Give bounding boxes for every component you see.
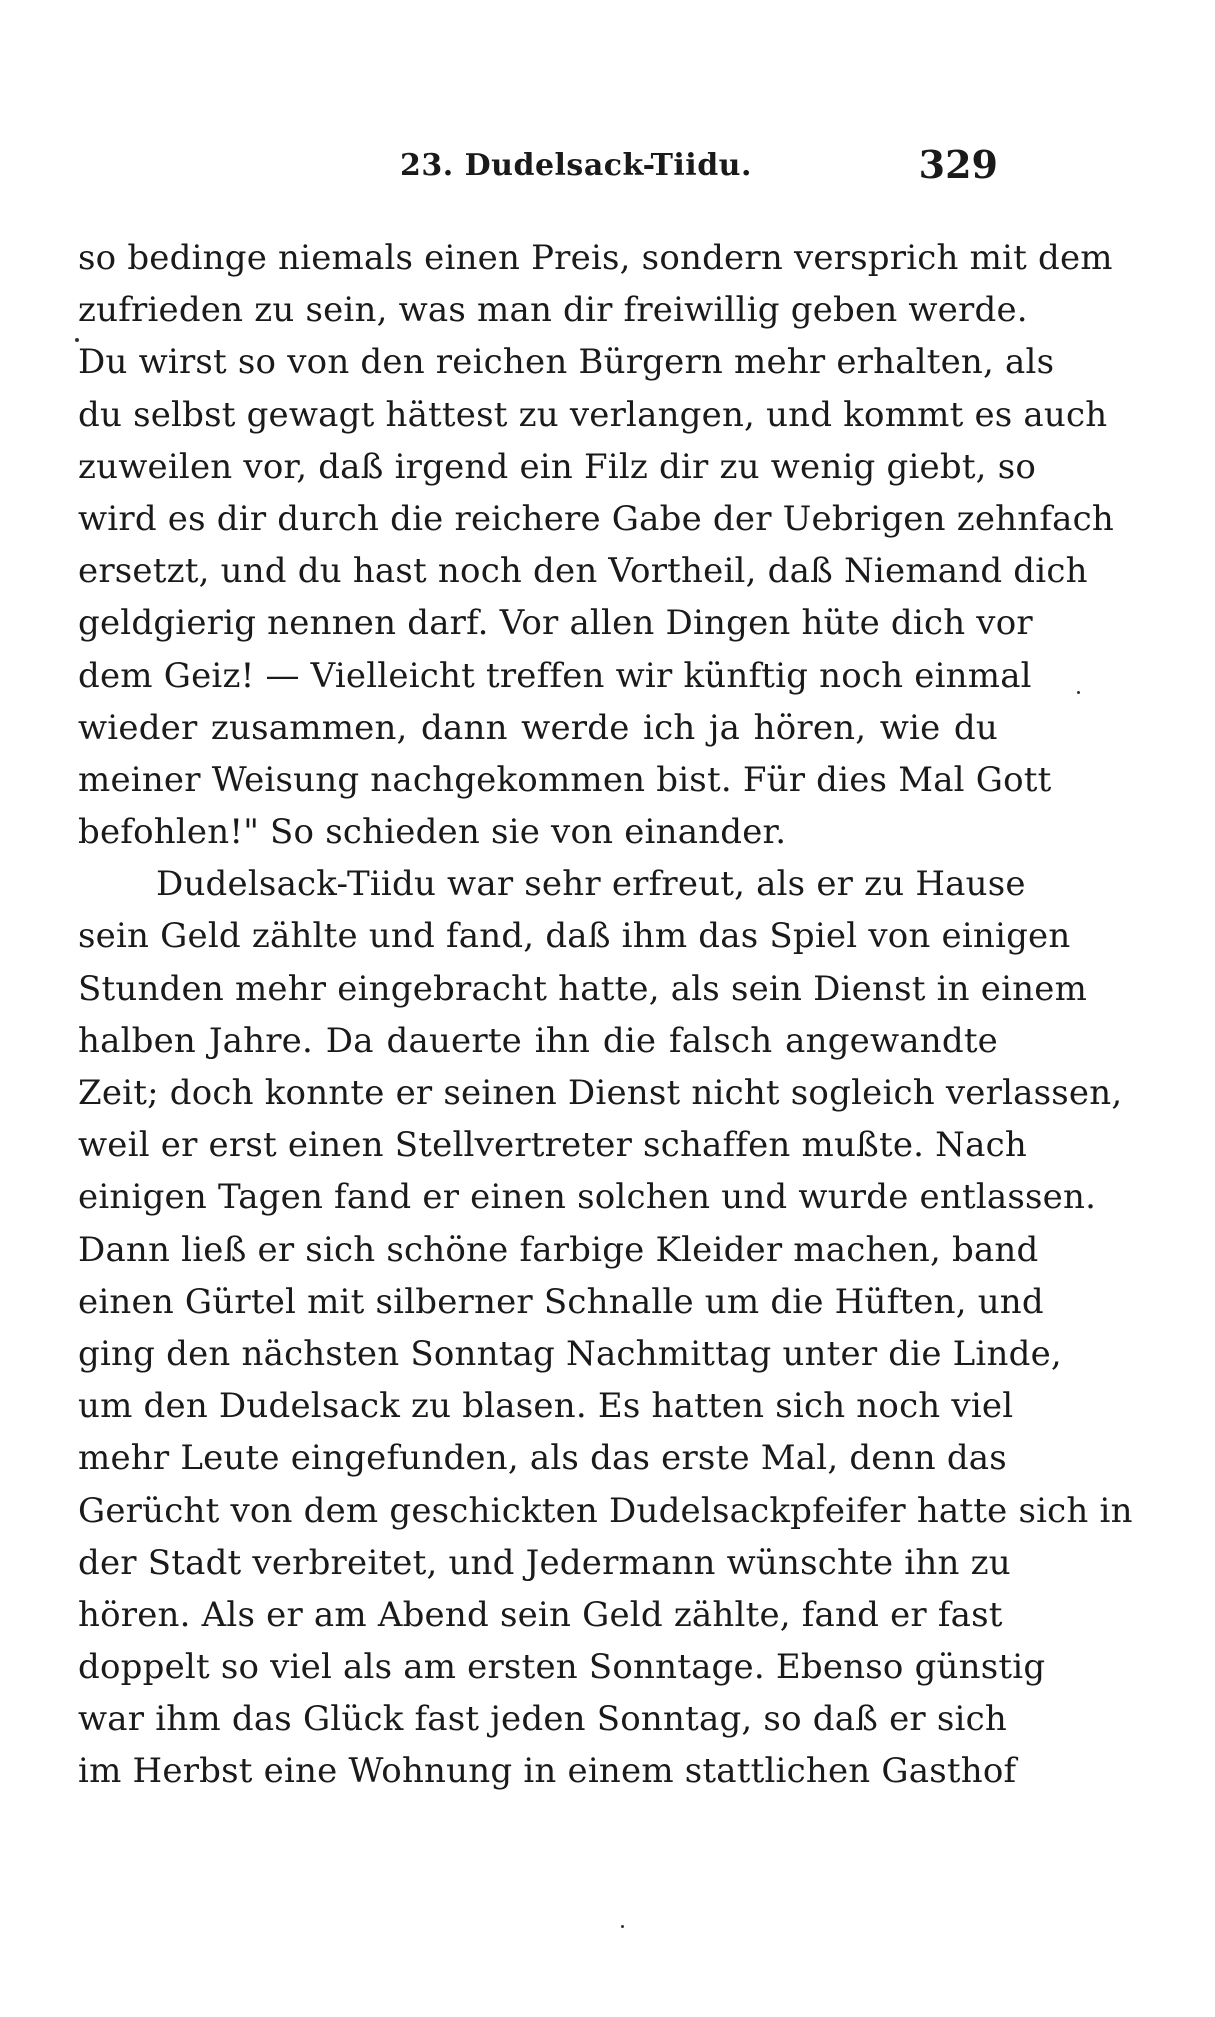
text-line: um den Dudelsack zu blasen. Es hatten sich noch viel	[78, 1386, 1014, 1427]
text-line: einen Gürtel mit silberner Schnalle um die Hüften, und	[78, 1281, 1044, 1322]
print-speck	[75, 338, 79, 342]
text-line: Dann ließ er sich schöne farbige Kleider machen, band	[78, 1229, 1039, 1270]
chapter-title: 23. Dudelsack-Tiidu.	[400, 148, 752, 183]
text-line: Zeit; doch konnte er seinen Dienst nicht sogleich verlassen,	[78, 1073, 1123, 1113]
text-line: ging den nächsten Sonntag Nachmittag unter die Linde,	[78, 1333, 1062, 1374]
text-line: ersetzt, und du hast noch den Vortheil, daß Niemand dich	[78, 551, 1088, 592]
print-speck	[1077, 691, 1080, 694]
text-line: hören. Als er am Abend sein Geld zählte, fand er fast	[78, 1594, 1003, 1635]
text-line: wieder zusammen, dann werde ich ja hören, wie du	[78, 707, 998, 748]
body-text	[78, 232, 1133, 1798]
text-line: zuweilen vor, daß irgend ein Filz dir zu wenig giebt, so	[78, 446, 1037, 487]
text-line: doppelt so viel als am ersten Sonntage. Ebenso günstig	[78, 1647, 1046, 1688]
text-line: Du wirst so von den reichen Bürgern mehr erhalten, als	[78, 342, 1055, 383]
text-line: geldgierig nennen darf. Vor allen Dingen hüte dich vor	[78, 603, 1033, 644]
text-line: wird es dir durch die reichere Gabe der Uebrigen zehnfach	[78, 498, 1114, 539]
text-line: Stunden mehr eingebracht hatte, als sein Dienst in einem	[78, 968, 1088, 1009]
text-line: im Herbst eine Wohnung in einem stattlichen Gasthof	[78, 1751, 1017, 1792]
running-head	[78, 142, 998, 192]
page-number: 329	[918, 142, 998, 187]
text-line: zufrieden zu sein, was man dir freiwillig geben werde.	[78, 290, 1028, 331]
paragraph-first-line: Dudelsack-Tiidu war sehr erfreut, als er zu Hause	[156, 864, 1026, 905]
text-line: weil er erst einen Stellvertreter schaffen mußte. Nach	[78, 1125, 1027, 1166]
text-line: der Stadt verbreitet, und Jedermann wünschte ihn zu	[78, 1542, 1011, 1583]
text-line: so bedinge niemals einen Preis, sondern versprich mit dem	[78, 238, 1113, 278]
text-line: meiner Weisung nachgekommen bist. Für dies Mal Gott	[78, 759, 1052, 800]
text-line: Gerücht von dem geschickten Dudelsackpfeifer hatte sich in	[78, 1490, 1133, 1531]
text-line: du selbst gewagt hättest zu verlangen, und kommt es auch	[78, 394, 1108, 435]
text-line: sein Geld zählte und fand, daß ihm das Spiel von einigen	[78, 916, 1071, 957]
text-line: halben Jahre. Da dauerte ihn die falsch angewandte	[78, 1020, 998, 1061]
text-line: mehr Leute eingefunden, als das erste Mal, denn das	[78, 1438, 1007, 1479]
paragraph-last-line: befohlen!" So schieden sie von einander.	[78, 812, 787, 853]
text-line: dem Geiz! — Vielleicht treffen wir künftig noch einmal	[78, 655, 1032, 696]
print-speck	[621, 1925, 624, 1928]
text-line: war ihm das Glück fast jeden Sonntag, so daß er sich	[78, 1699, 1007, 1740]
text-line: einigen Tagen fand er einen solchen und wurde entlassen.	[78, 1177, 1097, 1218]
